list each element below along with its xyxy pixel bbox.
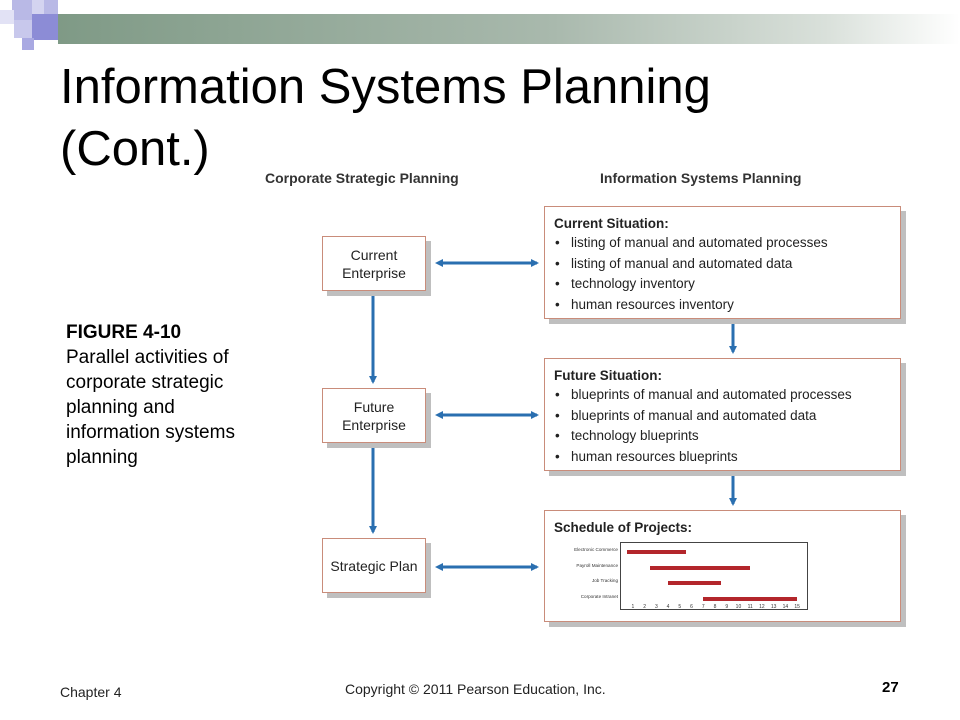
list-item: • human resources blueprints — [554, 447, 891, 468]
current-situation-box — [544, 206, 901, 319]
gantt-period-tick: 1 — [631, 604, 635, 610]
gantt-task-label: Payroll Maintenance — [576, 563, 618, 568]
gantt-task-label: Corporate Intranet — [580, 594, 618, 599]
list-item: • technology inventory — [554, 274, 891, 295]
gantt-period-tick: 11 — [747, 604, 753, 610]
list-item: • blueprints of manual and automated processes — [554, 385, 891, 406]
gantt-period-tick: 10 — [735, 604, 742, 610]
gantt-bar — [668, 581, 721, 585]
future-enterprise-box: Future Enterprise — [322, 388, 426, 443]
future-situation-heading: Future Situation: — [554, 368, 662, 383]
gantt-period-tick: 14 — [782, 604, 789, 610]
current-situation-heading: Current Situation: — [554, 216, 669, 231]
is-planning-heading: Information Systems Planning — [600, 170, 802, 186]
gantt-task-label: Electronic Commerce — [574, 547, 618, 552]
gantt-period-tick: 15 — [794, 604, 800, 610]
strategic-plan-box: Strategic Plan — [322, 538, 426, 593]
project-gantt-chart — [574, 542, 808, 610]
gantt-bar — [650, 566, 750, 570]
gantt-period-tick: 5 — [678, 604, 682, 610]
list-item: • blueprints of manual and automated data — [554, 406, 891, 427]
gantt-period-tick: 13 — [770, 604, 777, 610]
figure-caption-text: Parallel activities of corporate strategic planning and information systems planning — [66, 347, 235, 468]
gantt-period-tick: 12 — [759, 604, 765, 610]
gantt-bar — [703, 597, 797, 601]
current-enterprise-box: Current Enterprise — [322, 236, 426, 291]
list-item: • listing of manual and automated processes — [554, 233, 891, 254]
gantt-period-tick: 9 — [725, 604, 729, 610]
list-item: • human resources inventory — [554, 295, 891, 316]
gantt-period-tick: 4 — [666, 604, 670, 610]
list-item: • technology blueprints — [554, 426, 891, 447]
future-situation-box — [544, 358, 901, 471]
schedule-heading: Schedule of Projects: — [554, 520, 693, 535]
corporate-planning-heading: Corporate Strategic Planning — [265, 170, 459, 186]
page-number: 27 — [882, 679, 899, 696]
gantt-period-tick: 2 — [643, 604, 646, 610]
gantt-period-tick: 7 — [701, 604, 705, 610]
chapter-label: Chapter 4 — [60, 684, 122, 700]
list-item: • listing of manual and automated data — [554, 254, 891, 275]
gantt-period-tick: 8 — [713, 604, 717, 610]
copyright-text: Copyright © 2011 Pearson Education, Inc. — [345, 681, 606, 697]
figure-number: FIGURE 4-10 — [66, 322, 182, 343]
gantt-task-label: Job Tracking — [591, 578, 618, 583]
gantt-period-tick: 6 — [690, 604, 693, 610]
slide-title: Information Systems Planning (Cont.) — [60, 60, 711, 176]
gantt-bar — [627, 550, 686, 554]
gantt-period-tick: 3 — [654, 604, 658, 610]
